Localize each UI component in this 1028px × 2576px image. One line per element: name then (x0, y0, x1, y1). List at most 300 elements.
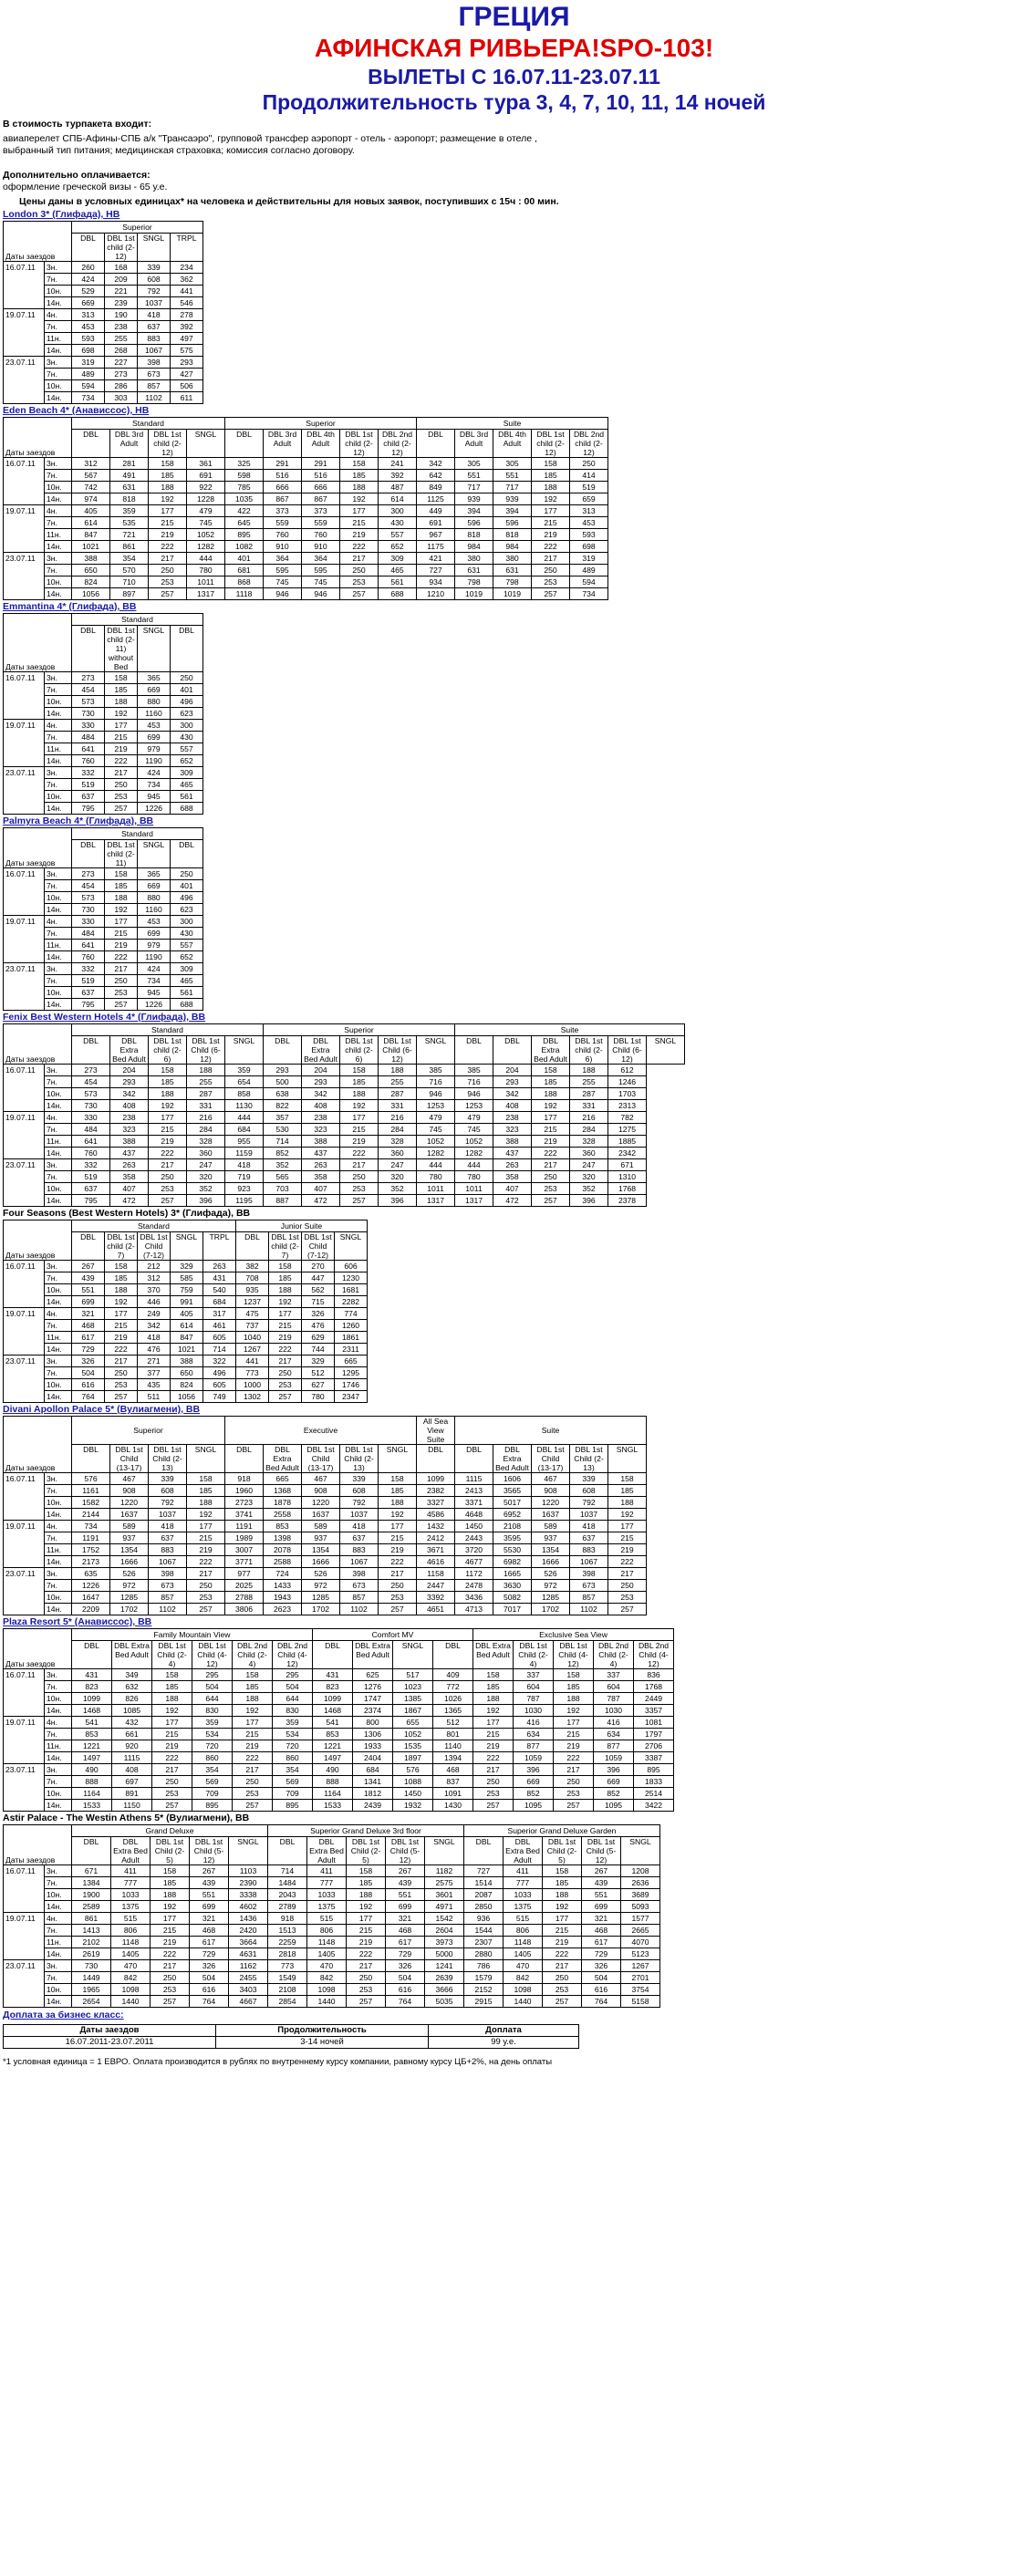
price-cell: 185 (340, 1076, 379, 1088)
price-table (3, 1628, 674, 1812)
column-header: SNGL (379, 1445, 417, 1473)
date-cell (4, 1124, 45, 1136)
date-cell (4, 803, 45, 815)
nights-cell: 14н. (45, 541, 72, 553)
hotel-title[interactable]: Emmantina 4* (Глифада), BB (3, 601, 137, 612)
price-cell: 468 (72, 1320, 105, 1332)
price-cell: 222 (532, 541, 570, 553)
price-cell: 437 (110, 1148, 149, 1159)
price-cell: 257 (151, 1996, 190, 2008)
nights-cell: 10н. (45, 482, 72, 493)
price-cell: 1052 (417, 1136, 455, 1148)
price-cell: 908 (532, 1485, 570, 1497)
nights-cell: 10н. (45, 1379, 72, 1391)
price-cell: 219 (152, 1740, 192, 1752)
price-cell: 158 (608, 1473, 647, 1485)
price-cell: 365 (138, 868, 171, 880)
price-cell: 219 (105, 743, 138, 755)
price-cell: 2108 (268, 1984, 307, 1996)
price-cell: 361 (187, 458, 225, 470)
price-cell: 396 (379, 1195, 417, 1207)
price-cell: 895 (634, 1764, 674, 1776)
price-cell: 617 (386, 1937, 425, 1948)
price-cell: 2818 (268, 1948, 307, 1960)
room-category-header: Suite (455, 1024, 685, 1036)
column-header: DBL 3rd Adult (110, 430, 149, 458)
price-cell: 2558 (264, 1509, 302, 1521)
price-cell: 342 (302, 1088, 340, 1100)
price-cell: 3601 (425, 1889, 464, 1901)
date-cell: 23.07.11 (4, 1960, 45, 1972)
price-cell: 1059 (594, 1752, 634, 1764)
price-cell: 342 (417, 458, 455, 470)
nights-cell: 14н. (45, 904, 72, 916)
price-cell: 2701 (621, 1972, 660, 1984)
price-cell: 937 (302, 1532, 340, 1544)
date-cell (4, 1136, 45, 1148)
price-cell: 447 (302, 1272, 335, 1284)
business-header-duration: Продолжительность (216, 2025, 429, 2037)
price-cell: 222 (340, 1148, 379, 1159)
price-cell: 405 (72, 505, 110, 517)
price-cell: 396 (187, 1195, 225, 1207)
offer-title: АФИНСКАЯ РИВЬЕРА!SPO-103! (314, 34, 714, 62)
hotel-title: Four Seasons (Best Western Hotels) 3* (Глифада), BB (3, 1208, 251, 1219)
price-cell: 617 (582, 1937, 621, 1948)
price-cell: 411 (111, 1865, 151, 1877)
price-cell: 650 (72, 565, 110, 576)
price-cell: 1285 (302, 1592, 340, 1604)
date-cell (4, 321, 45, 333)
price-cell: 158 (105, 672, 138, 684)
price-cell: 158 (532, 458, 570, 470)
price-cell: 177 (105, 1308, 138, 1320)
nights-cell: 7н. (45, 1776, 72, 1788)
price-cell: 727 (417, 565, 455, 576)
column-header: DBL Extra Bed Adult (532, 1036, 570, 1065)
price-cell: 177 (473, 1717, 514, 1729)
price-cell: 177 (554, 1717, 594, 1729)
price-cell: 631 (110, 482, 149, 493)
price-cell: 158 (340, 458, 379, 470)
price-cell: 669 (138, 880, 171, 892)
price-cell: 910 (302, 541, 340, 553)
price-cell: 516 (264, 470, 302, 482)
date-cell: 23.07.11 (4, 1356, 45, 1367)
room-category-header: Standard (72, 1220, 236, 1232)
price-cell: 359 (110, 505, 149, 517)
price-cell: 284 (570, 1124, 608, 1136)
price-cell: 319 (72, 357, 105, 369)
price-cell: 1162 (229, 1960, 268, 1972)
price-cell: 255 (187, 1076, 225, 1088)
date-cell (4, 565, 45, 576)
price-cell: 540 (203, 1284, 236, 1296)
price-cell: 5093 (621, 1901, 660, 1913)
price-cell: 188 (149, 482, 187, 493)
business-duration: 3-14 ночей (216, 2037, 429, 2049)
nights-cell: 14н. (45, 297, 72, 309)
price-cell: 257 (105, 999, 138, 1011)
price-cell: 312 (72, 458, 110, 470)
price-cell: 418 (138, 309, 171, 321)
date-cell (4, 1544, 45, 1556)
price-cell: 385 (417, 1065, 455, 1076)
price-cell: 714 (268, 1865, 307, 1877)
price-cell: 273 (72, 672, 105, 684)
price-cell: 2636 (621, 1877, 660, 1889)
column-header: DBL Extra Bed Adult (307, 1837, 347, 1865)
nights-cell: 14н. (45, 588, 72, 600)
price-cell: 504 (273, 1681, 313, 1693)
nights-cell: 7н. (45, 565, 72, 576)
hotel-title[interactable]: Eden Beach 4* (Анависсос), HB (3, 405, 150, 416)
price-cell: 699 (190, 1901, 229, 1913)
date-cell (4, 1379, 45, 1391)
price-cell: 573 (72, 1088, 110, 1100)
price-cell: 1253 (417, 1100, 455, 1112)
price-cell: 1195 (225, 1195, 264, 1207)
price-cell: 204 (493, 1065, 532, 1076)
price-cell: 295 (273, 1669, 313, 1681)
price-cell: 409 (433, 1669, 473, 1681)
price-cell: 1897 (393, 1752, 433, 1764)
date-cell (4, 1729, 45, 1740)
nights-cell: 3н. (45, 357, 72, 369)
price-cell: 608 (138, 274, 171, 286)
price-cell: 3630 (493, 1580, 532, 1592)
price-cell: 569 (192, 1776, 233, 1788)
price-cell: 569 (273, 1776, 313, 1788)
price-cell: 1082 (225, 541, 264, 553)
price-cell: 1867 (393, 1705, 433, 1717)
price-cell: 192 (149, 493, 187, 505)
column-header: DBL Extra Bed Adult (504, 1837, 543, 1865)
price-cell: 312 (138, 1272, 171, 1284)
price-cell: 177 (379, 1521, 417, 1532)
date-cell (4, 880, 45, 892)
price-cell: 760 (72, 755, 105, 767)
price-cell: 392 (379, 470, 417, 482)
price-cell: 1354 (110, 1544, 149, 1556)
price-cell: 204 (110, 1065, 149, 1076)
column-header: SNGL (608, 1445, 647, 1473)
price-cell: 192 (269, 1296, 302, 1308)
price-cell: 614 (379, 493, 417, 505)
price-cell: 217 (608, 1568, 647, 1580)
price-cell: 1302 (236, 1391, 269, 1403)
price-cell: 631 (455, 565, 493, 576)
date-cell (4, 1681, 45, 1693)
price-cell: 479 (417, 1112, 455, 1124)
nights-cell: 3н. (45, 963, 72, 975)
price-cell: 222 (105, 1344, 138, 1356)
price-cell: 745 (187, 517, 225, 529)
price-cell: 401 (225, 553, 264, 565)
price-cell: 215 (187, 1532, 225, 1544)
price-cell: 496 (171, 892, 203, 904)
date-cell: 23.07.11 (4, 1764, 45, 1776)
price-cell: 1549 (268, 1972, 307, 1984)
price-cell: 278 (171, 309, 203, 321)
date-cell (4, 743, 45, 755)
price-cell: 217 (340, 553, 379, 565)
price-cell: 449 (417, 505, 455, 517)
price-cell: 3741 (225, 1509, 264, 1521)
price-cell: 634 (594, 1729, 634, 1740)
price-cell: 418 (138, 1332, 171, 1344)
price-cell: 257 (152, 1800, 192, 1812)
column-header: DBL 1st Child (2-13) (149, 1445, 187, 1473)
price-cell: 506 (171, 380, 203, 392)
price-cell: 219 (347, 1937, 386, 1948)
price-cell: 2880 (464, 1948, 504, 1960)
price-cell: 484 (72, 1124, 110, 1136)
price-cell: 1702 (302, 1604, 340, 1615)
price-cell: 326 (190, 1960, 229, 1972)
nights-cell: 3н. (45, 1960, 72, 1972)
hotel-title[interactable]: Divani Apollon Palace 5* (Вулиагмени), BB (3, 1404, 201, 1415)
price-cell: 1191 (72, 1532, 110, 1544)
price-cell: 504 (190, 1972, 229, 1984)
price-cell: 593 (570, 529, 608, 541)
date-cell (4, 274, 45, 286)
hotel-title[interactable]: London 3* (Глифада), HB (3, 209, 120, 220)
price-cell: 611 (171, 392, 203, 404)
price-cell: 824 (171, 1379, 203, 1391)
date-cell (4, 1344, 45, 1356)
date-cell (4, 1948, 45, 1960)
column-header: DBL 1st child (2-7) (105, 1232, 138, 1261)
price-cell: 570 (110, 565, 149, 576)
price-cell: 1306 (353, 1729, 393, 1740)
price-cell: 217 (105, 963, 138, 975)
price-cell: 1130 (225, 1100, 264, 1112)
price-cell: 2623 (264, 1604, 302, 1615)
date-cell (4, 1195, 45, 1207)
price-cell: 293 (110, 1076, 149, 1088)
price-cell: 908 (110, 1485, 149, 1497)
price-cell: 177 (105, 720, 138, 732)
price-cell: 217 (269, 1356, 302, 1367)
column-header: DBL Extra Bed Adult (111, 1837, 151, 1865)
price-cell: 332 (72, 767, 105, 779)
price-cell: 192 (347, 1901, 386, 1913)
price-cell: 328 (187, 1136, 225, 1148)
price-cell: 215 (269, 1320, 302, 1332)
price-cell: 1037 (149, 1509, 187, 1521)
nights-cell: 14н. (45, 1100, 72, 1112)
price-cell: 1228 (187, 493, 225, 505)
price-cell: 1210 (417, 588, 455, 600)
tour-duration: Продолжительность тура 3, 4, 7, 10, 11, 14 ночей (262, 90, 766, 114)
nights-cell: 14н. (45, 1509, 72, 1521)
price-cell: 273 (72, 868, 105, 880)
price-cell: 849 (417, 482, 455, 493)
price-cell: 185 (149, 470, 187, 482)
price-cell: 250 (340, 565, 379, 576)
price-cell: 2478 (455, 1580, 493, 1592)
column-header: DBL 1st Child (6-12) (379, 1036, 417, 1065)
nights-cell: 7н. (45, 732, 72, 743)
room-category-header: Standard (72, 614, 203, 626)
price-cell: 253 (543, 1984, 582, 1996)
price-cell: 787 (514, 1693, 554, 1705)
price-cell: 192 (543, 1901, 582, 1913)
price-cell: 551 (582, 1889, 621, 1901)
column-header: DBL Extra Bed Adult (110, 1036, 149, 1065)
price-cell: 364 (264, 553, 302, 565)
price-cell: 594 (570, 576, 608, 588)
price-cell: 444 (455, 1159, 493, 1171)
price-cell: 215 (149, 1124, 187, 1136)
price-cell: 3595 (493, 1532, 532, 1544)
price-cell: 972 (302, 1580, 340, 1592)
price-cell: 795 (72, 999, 105, 1011)
date-cell (4, 1367, 45, 1379)
price-cell: 795 (72, 1195, 110, 1207)
nights-cell: 10н. (45, 1497, 72, 1509)
date-cell: 16.07.11 (4, 1065, 45, 1076)
price-cell: 2639 (425, 1972, 464, 1984)
price-cell: 551 (455, 470, 493, 482)
price-cell: 222 (340, 541, 379, 553)
price-cell: 1035 (225, 493, 264, 505)
price-cell: 247 (187, 1159, 225, 1171)
price-cell: 936 (464, 1913, 504, 1925)
nights-cell: 14н. (45, 1391, 72, 1403)
price-cell: 777 (307, 1877, 347, 1889)
hotel-title[interactable]: Palmyra Beach 4* (Глифада), BB (3, 815, 154, 826)
price-cell: 772 (433, 1681, 473, 1693)
price-cell: 2311 (335, 1344, 368, 1356)
price-cell: 250 (379, 1580, 417, 1592)
price-cell: 1150 (112, 1800, 152, 1812)
date-cell (4, 493, 45, 505)
price-cell: 432 (112, 1717, 152, 1729)
price-cell: 222 (233, 1752, 273, 1764)
nights-cell: 14н. (45, 1752, 72, 1764)
price-cell: 1052 (187, 529, 225, 541)
price-cell: 561 (171, 987, 203, 999)
date-cell (4, 928, 45, 940)
date-cell (4, 297, 45, 309)
column-header: DBL 1st child (2-11) without Bed (105, 626, 138, 672)
price-cell: 1267 (236, 1344, 269, 1356)
price-cell: 730 (72, 904, 105, 916)
price-cell: 2108 (493, 1521, 532, 1532)
price-cell: 576 (393, 1764, 433, 1776)
price-cell: 2589 (72, 1901, 111, 1913)
price-cell: 4586 (417, 1509, 455, 1521)
price-cell: 2455 (229, 1972, 268, 1984)
price-cell: 253 (233, 1788, 273, 1800)
price-cell: 699 (386, 1901, 425, 1913)
price-cell: 219 (608, 1544, 647, 1556)
date-cell (4, 529, 45, 541)
nights-cell: 11н. (45, 1544, 72, 1556)
hotel-title[interactable]: Plaza Resort 5* (Анависсос), BB (3, 1616, 152, 1627)
price-cell: 2043 (268, 1889, 307, 1901)
country-title: ГРЕЦИЯ (458, 2, 570, 32)
column-header: SNGL (229, 1837, 268, 1865)
nights-cell: 14н. (45, 1604, 72, 1615)
price-cell: 396 (594, 1764, 634, 1776)
column-header: DBL 1st child (2-6) (149, 1036, 187, 1065)
price-cell: 546 (171, 297, 203, 309)
price-cell: 377 (138, 1367, 171, 1379)
price-cell: 935 (236, 1284, 269, 1296)
date-cell (4, 1183, 45, 1195)
price-cell: 671 (608, 1159, 647, 1171)
price-cell: 749 (203, 1391, 236, 1403)
price-cell: 188 (152, 1693, 192, 1705)
price-cell: 339 (570, 1473, 608, 1485)
price-cell: 918 (225, 1473, 264, 1485)
nights-cell: 14н. (45, 1344, 72, 1356)
price-cell: 337 (594, 1669, 634, 1681)
nights-cell: 10н. (45, 576, 72, 588)
price-cell: 1190 (138, 755, 171, 767)
column-header: DBL 1st child (2-12) (105, 234, 138, 262)
price-cell: 1172 (455, 1568, 493, 1580)
price-cell: 250 (554, 1776, 594, 1788)
hotel-title[interactable]: Fenix Best Western Hotels 4* (Глифада), BB (3, 1012, 206, 1023)
column-header: SNGL (187, 430, 225, 458)
date-cell (4, 684, 45, 696)
price-cell: 1067 (138, 345, 171, 357)
price-cell: 979 (138, 743, 171, 755)
date-cell (4, 1877, 45, 1889)
price-cell: 1702 (110, 1604, 149, 1615)
price-cell: 250 (269, 1367, 302, 1379)
price-cell: 708 (236, 1272, 269, 1284)
price-cell: 1900 (72, 1889, 111, 1901)
price-cell: 359 (192, 1717, 233, 1729)
price-cell: 669 (594, 1776, 634, 1788)
price-cell: 216 (187, 1112, 225, 1124)
price-cell: 185 (233, 1681, 273, 1693)
nights-cell: 7н. (45, 470, 72, 482)
price-cell: 764 (190, 1996, 229, 2008)
price-cell: 322 (203, 1356, 236, 1367)
price-cell: 644 (273, 1693, 313, 1705)
price-cell: 405 (171, 1308, 203, 1320)
price-cell: 241 (379, 458, 417, 470)
price-cell: 219 (269, 1332, 302, 1344)
date-cell (4, 1984, 45, 1996)
price-cell: 1037 (138, 297, 171, 309)
price-cell: 250 (105, 975, 138, 987)
price-cell: 257 (532, 588, 570, 600)
price-cell: 1011 (417, 1183, 455, 1195)
price-cell: 418 (225, 1159, 264, 1171)
price-cell: 317 (203, 1308, 236, 1320)
price-cell: 323 (302, 1124, 340, 1136)
price-cell: 219 (151, 1937, 190, 1948)
price-cell: 158 (149, 1065, 187, 1076)
price-cell: 330 (72, 1112, 110, 1124)
price-cell: 227 (105, 357, 138, 369)
price-cell: 158 (105, 868, 138, 880)
column-header: DBL (72, 626, 105, 672)
price-cell: 830 (273, 1705, 313, 1717)
price-cell: 534 (192, 1729, 233, 1740)
price-cell: 561 (379, 576, 417, 588)
column-header: DBL (225, 1445, 264, 1473)
price-cell: 698 (570, 541, 608, 553)
price-cell: 782 (608, 1112, 647, 1124)
